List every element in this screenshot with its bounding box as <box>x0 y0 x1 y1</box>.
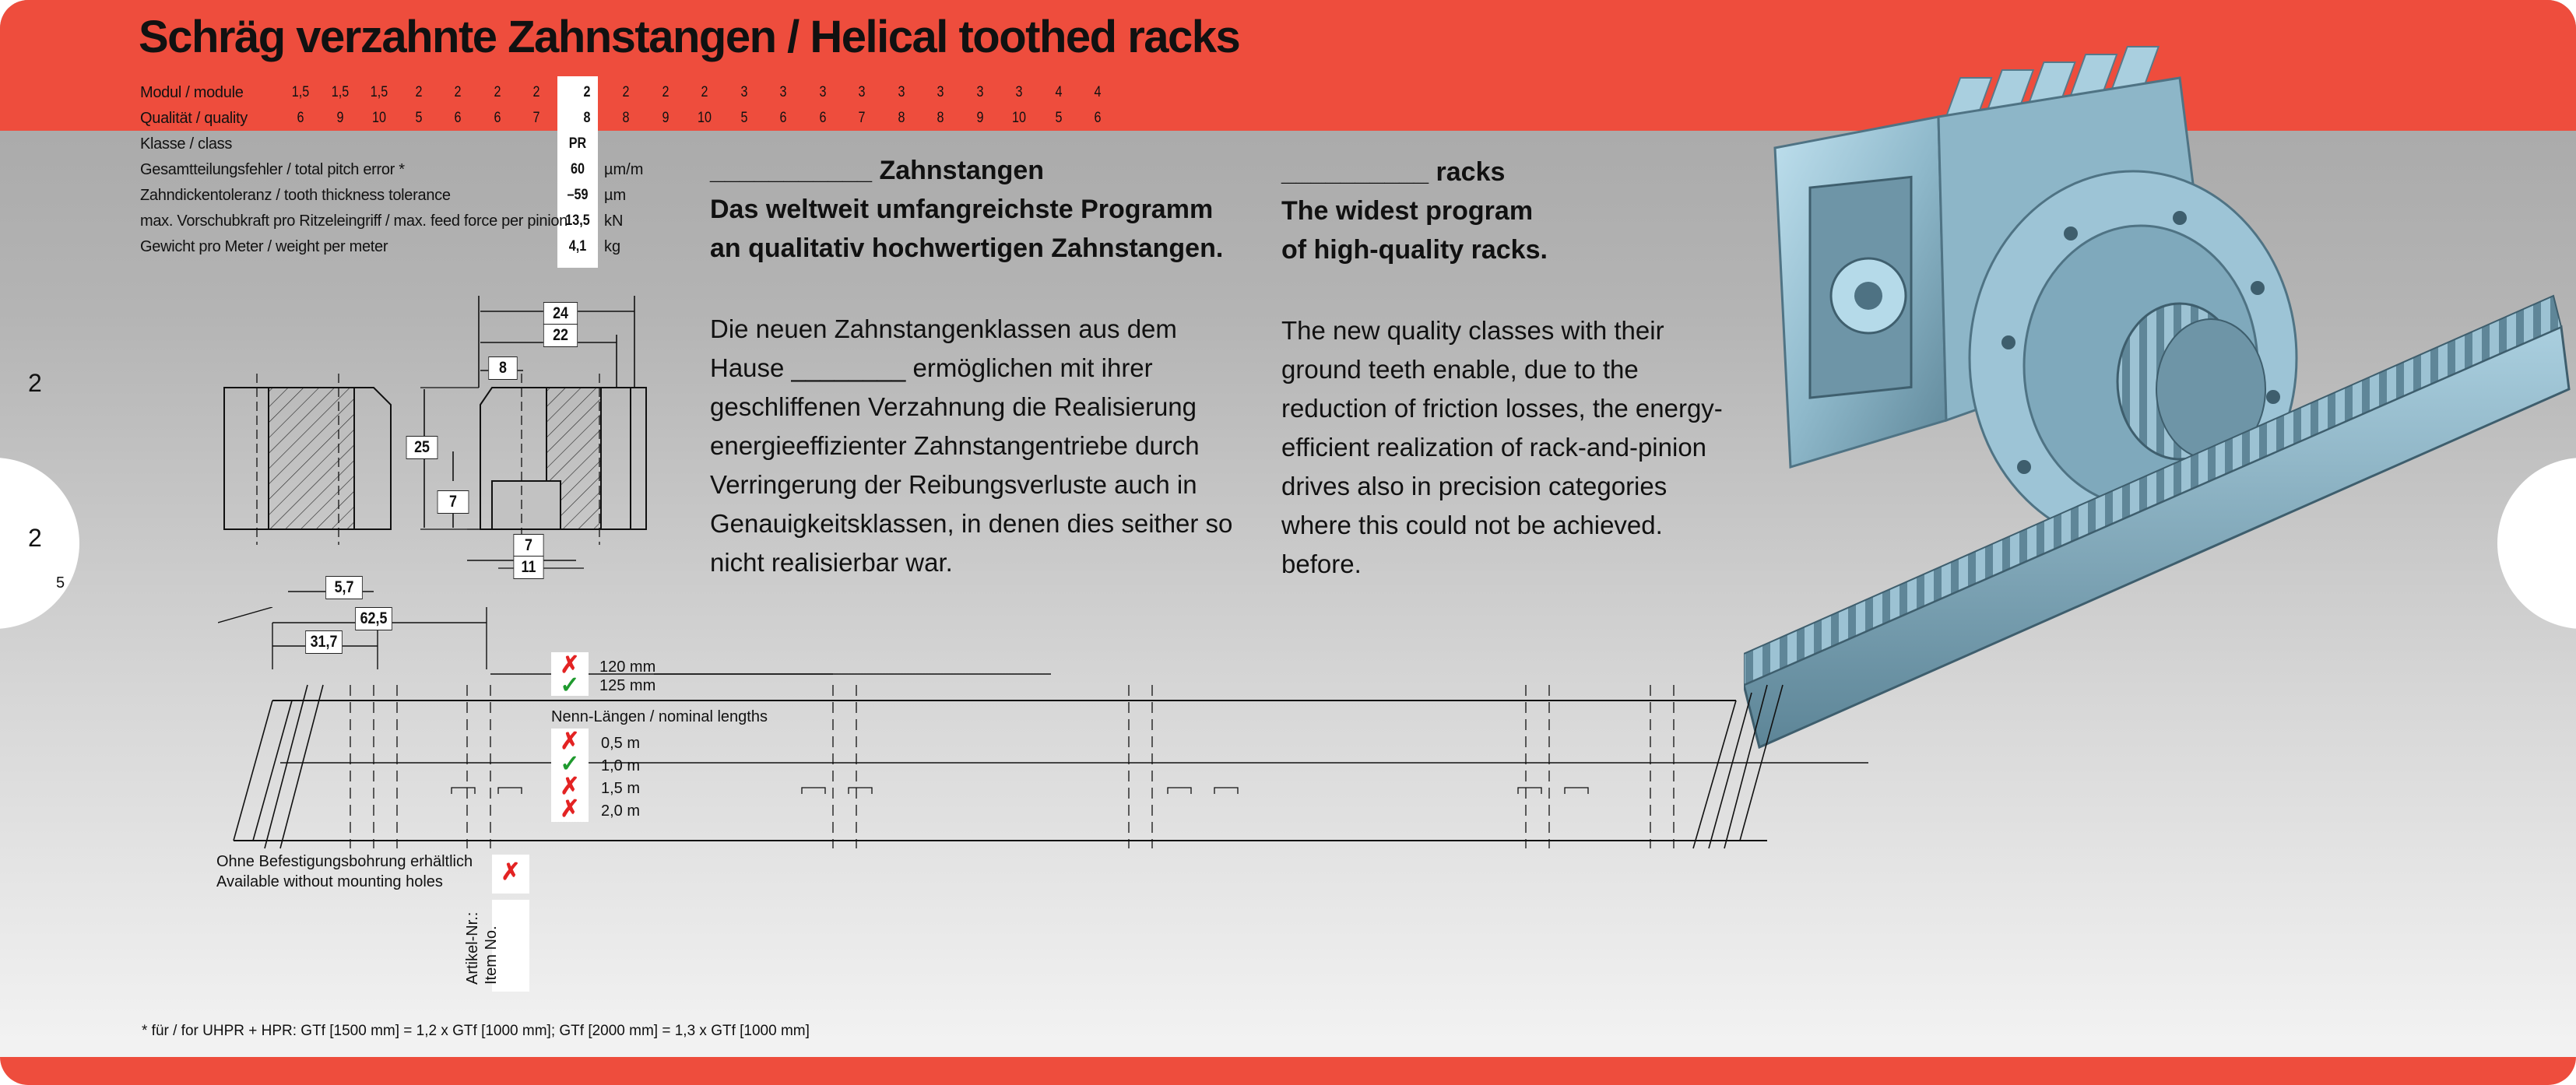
value-pitch-error: 60 <box>571 161 585 177</box>
spec-cell: 10 <box>698 110 712 126</box>
spec-cell: 6 <box>1094 110 1102 126</box>
spec-cell: 9 <box>336 110 343 126</box>
cross-section-drawing <box>210 296 677 599</box>
spec-cell: 6 <box>297 110 304 126</box>
row-label-quality: Qualität / quality <box>140 110 248 127</box>
spec-cell: 3 <box>818 84 826 100</box>
pitch-125: 125 mm <box>599 677 656 694</box>
dim-25: 25 <box>406 436 438 459</box>
dim-62-5: 62,5 <box>355 607 392 630</box>
spec-cell: 3 <box>740 84 747 100</box>
spec-cell: 2 <box>454 84 462 100</box>
length-0-5m: 0,5 m <box>601 735 641 752</box>
spec-cell: 5 <box>740 110 747 126</box>
spec-cell: 3 <box>975 84 983 100</box>
row-label-pitch-error: Gesamtteilungsfehler / total pitch error * <box>140 161 405 178</box>
spec-cell: 3 <box>937 84 944 100</box>
spec-cell: 9 <box>975 110 983 126</box>
spec-cell: 3 <box>779 84 787 100</box>
value-weight: 4,1 <box>568 238 587 255</box>
row-label-feed-force: max. Vorschubkraft pro Ritzeleingriff / max. feed force per pinion <box>140 212 568 230</box>
cross-icon: ✗ <box>501 859 521 885</box>
spec-cell: 6 <box>454 110 462 126</box>
spec-cell: 7 <box>858 110 866 126</box>
de-heading-line3: an qualitativ hochwertigen Zahnstangen. <box>710 234 1224 263</box>
spec-cell: 3 <box>1015 84 1023 100</box>
row-label-class: Klasse / class <box>140 135 233 153</box>
lengths-title: Nenn-Längen / nominal lengths <box>551 708 768 725</box>
spec-cell: 10 <box>372 110 386 126</box>
spec-cell: 2 <box>582 84 590 100</box>
value-tooth-tolerance: –59 <box>567 187 589 203</box>
mounting-line-en: Available without mounting holes <box>216 873 443 890</box>
spec-cell: 8 <box>897 110 905 126</box>
spec-cell: 2 <box>414 84 422 100</box>
de-heading-line2: Das weltweit umfangreichste Programm <box>710 195 1214 224</box>
dim-11: 11 <box>513 556 543 579</box>
bottom-red-band <box>0 1057 2576 1085</box>
page-number-1: 2 <box>28 369 42 397</box>
value-class: PR <box>568 135 587 152</box>
row-label-tooth-tolerance: Zahndickentoleranz / tooth thickness tolerance <box>140 187 451 204</box>
dim-7b: 7 <box>513 534 543 557</box>
dim-31-7: 31,7 <box>305 630 343 654</box>
unit-feed-force: kN <box>604 212 624 230</box>
cross-icon: ✗ <box>560 774 580 799</box>
page-title: Schräg verzahnte Zahnstangen / Helical toothed racks <box>139 12 1240 62</box>
cross-icon: ✗ <box>560 729 580 754</box>
spec-cell: 1,5 <box>370 84 388 100</box>
cross-icon: ✗ <box>560 652 580 678</box>
spec-cell: 1,5 <box>291 84 310 100</box>
unit-pitch-error: µm/m <box>604 161 644 178</box>
spec-cell: 2 <box>701 84 708 100</box>
spec-cell: 2 <box>622 84 630 100</box>
spec-cell: 3 <box>897 84 905 100</box>
de-heading-line1: ___________ Zahnstangen <box>710 156 1045 185</box>
row-label-module: Modul / module <box>140 84 244 101</box>
spec-cell: 8 <box>622 110 630 126</box>
dim-5-7: 5,7 <box>325 576 363 599</box>
item-number-label: Artikel-Nr.: Item No. <box>464 911 500 985</box>
unit-tooth-tolerance: µm <box>604 187 627 204</box>
length-2-0m: 2,0 m <box>601 802 641 820</box>
check-icon: ✓ <box>560 672 580 698</box>
de-body-text: Die neuen Zahnstangenklassen aus dem Hause ________ ermöglichen mit ihrer geschliffenen Verzahnung die Realisierung energieeffizienter Zahnstangentriebe durch Verringerung der Reibungsverluste auch in Genauigkeitsklassen, in denen dies seither so nicht realisierbar war. <box>710 314 1233 577</box>
pitch-120: 120 mm <box>599 658 656 676</box>
dim-24: 24 <box>543 302 578 325</box>
dim-22: 22 <box>543 324 578 347</box>
unit-weight: kg <box>604 238 621 255</box>
spec-cell: 8 <box>582 110 590 126</box>
spec-cell: 10 <box>1012 110 1026 126</box>
spec-cell: 8 <box>937 110 944 126</box>
spec-cell: 2 <box>532 84 540 100</box>
en-heading-line3: of high-quality racks. <box>1281 235 1548 265</box>
cross-icon: ✗ <box>560 796 580 822</box>
length-1-5m: 1,5 m <box>601 780 641 797</box>
check-icon: ✓ <box>560 751 580 777</box>
en-heading-line1: __________ racks <box>1281 157 1506 187</box>
spec-cell: 6 <box>493 110 501 126</box>
value-feed-force: 13,5 <box>565 212 590 229</box>
page-number-3: 5 <box>56 574 65 592</box>
row-label-weight: Gewicht pro Meter / weight per meter <box>140 238 388 255</box>
page-number-2: 2 <box>28 524 42 552</box>
footnote: * für / for UHPR + HPR: GTf [1500 mm] = 1,2 x GTf [1000 mm]; GTf [2000 mm] = 1,3 x GTf [1000 mm] <box>142 1023 810 1039</box>
spec-cell: 2 <box>493 84 501 100</box>
rack-side-view <box>218 607 1876 856</box>
spec-cell: 4 <box>1054 84 1062 100</box>
spec-cell: 6 <box>818 110 826 126</box>
spec-cell: 4 <box>1094 84 1102 100</box>
spec-cell: 1,5 <box>331 84 349 100</box>
spec-cell: 3 <box>858 84 866 100</box>
en-body-text: The new quality classes with their ground teeth enable, due to the reduction of friction losses, the energy- efficient realization of rack-and-pinion drives also in precision categories where this could not be achieved. before. <box>1281 316 1723 578</box>
spec-cell: 7 <box>532 110 540 126</box>
spec-cell: 2 <box>661 84 669 100</box>
mounting-line-de: Ohne Befestigungsbohrung erhältlich <box>216 853 473 870</box>
en-heading-line2: The widest program <box>1281 196 1534 226</box>
length-1-0m: 1,0 m <box>601 757 641 774</box>
spec-cell: 9 <box>661 110 669 126</box>
dim-7a: 7 <box>438 490 469 514</box>
spec-cell: 5 <box>1054 110 1062 126</box>
dim-8: 8 <box>488 356 517 380</box>
spec-cell: 6 <box>779 110 787 126</box>
spec-cell: 5 <box>414 110 422 126</box>
